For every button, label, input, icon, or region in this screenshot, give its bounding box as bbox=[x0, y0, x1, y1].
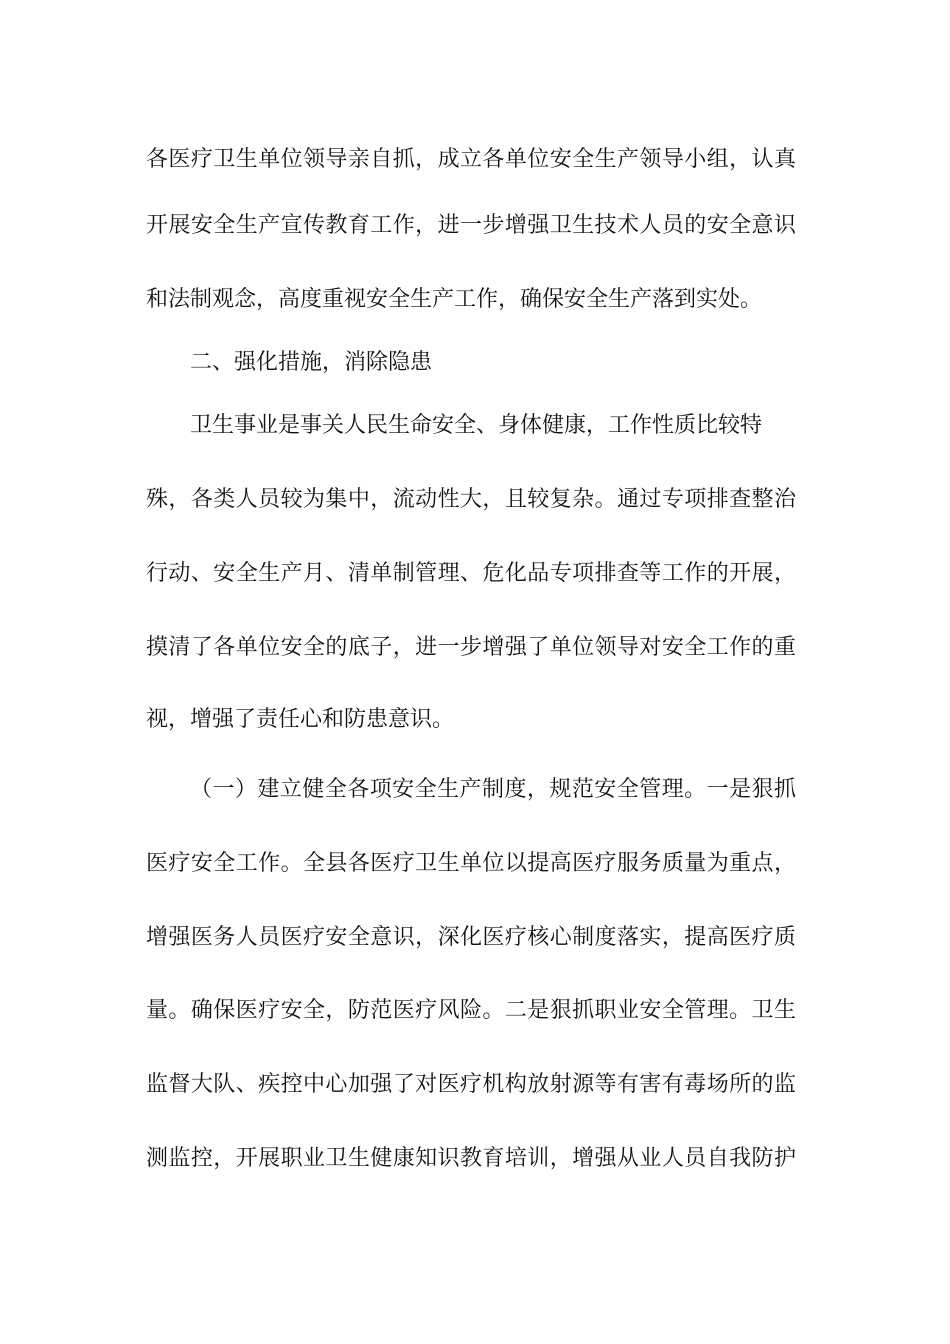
paragraph-line: 行动、安全生产月、清单制管理、危化品专项排查等工作的开展， bbox=[146, 561, 796, 586]
paragraph-line: 医疗安全工作。全县各医疗卫生单位以提高医疗服务质量为重点， bbox=[146, 851, 796, 876]
paragraph-line: 视，增强了责任心和防患意识。 bbox=[146, 707, 455, 732]
paragraph-line: 和法制观念，高度重视安全生产工作，确保安全生产落到实处。 bbox=[146, 287, 763, 312]
paragraph-line: 测监控，开展职业卫生健康知识教育培训，增强从业人员自我防护 bbox=[146, 1146, 796, 1171]
paragraph-line: 摸清了各单位安全的底子，进一步增强了单位领导对安全工作的重 bbox=[146, 635, 796, 660]
paragraph-line: 卫生事业是事关人民生命安全、身体健康，工作性质比较特 bbox=[190, 413, 763, 438]
paragraph-line: 殊，各类人员较为集中，流动性大，且较复杂。通过专项排查整治 bbox=[146, 487, 796, 512]
subsection-line: （一）建立健全各项安全生产制度，规范安全管理。一是狠抓 bbox=[190, 777, 796, 802]
paragraph-line: 开展安全生产宣传教育工作，进一步增强卫生技术人员的安全意识 bbox=[146, 213, 796, 238]
section-heading: 二、强化措施，消除隐患 bbox=[190, 350, 433, 375]
paragraph-line: 增强医务人员医疗安全意识，深化医疗核心制度落实，提高医疗质 bbox=[146, 925, 796, 950]
paragraph-line: 监督大队、疾控中心加强了对医疗机构放射源等有害有毒场所的监 bbox=[146, 1072, 796, 1097]
paragraph-line: 量。确保医疗安全，防范医疗风险。二是狠抓职业安全管理。卫生 bbox=[146, 998, 796, 1023]
paragraph-line: 各医疗卫生单位领导亲自抓，成立各单位安全生产领导小组，认真 bbox=[146, 147, 796, 172]
